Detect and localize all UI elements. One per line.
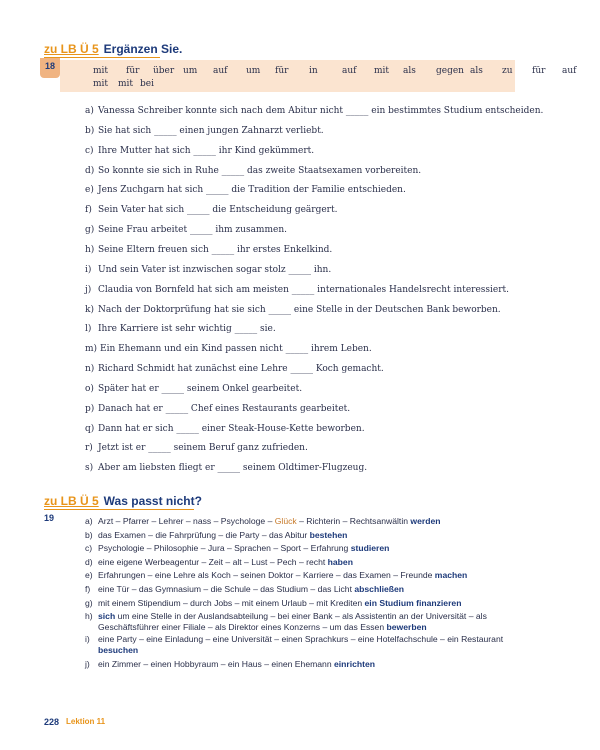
word-box-row-1 [93, 66, 577, 76]
exercise-19-item [85, 530, 347, 540]
word-box-word: zu [502, 66, 513, 76]
exercise-18-item [85, 225, 287, 235]
exercise-19-item-i-cont [98, 645, 138, 655]
word-box-word: für [126, 66, 140, 76]
word-box-word: als [470, 66, 483, 76]
item-label: d) [85, 556, 93, 567]
item-words: Psychologie – Philosophie – Jura – Sprachen – Sport – Erfahrung [98, 543, 351, 554]
verb-einrichten: einrichten [333, 659, 376, 669]
exercise-18-number: 18 [40, 58, 60, 78]
exercise-18-item [85, 305, 501, 315]
item-verb: abschließen [354, 584, 405, 594]
item-label: c) [85, 543, 93, 554]
item-label: f) [85, 205, 92, 216]
item-text: Dann hat er sich _____ einer Steak-House-Kette beworben. [98, 423, 365, 434]
exercise-19-heading [44, 494, 202, 508]
item-label: n) [85, 364, 95, 375]
exercise-19-item-i: i) eine Party – eine Einladung – eine Universität – einen Sprachkurs – eine Hotelfachschule – ein Restaurant [85, 634, 504, 644]
item-verb: studieren [350, 543, 390, 554]
exercise-19-number: 19 [44, 513, 55, 523]
exercise-18-item [85, 126, 324, 136]
exercise-19-item-h-cont: Geschäftsführer einer Filiale – als Direktor eines Konzerns – um das Essen bewerben [98, 622, 427, 632]
exercise-19-title: Was passt nicht? [103, 494, 202, 508]
item-verb: machen [434, 570, 468, 581]
item-label: g) [85, 597, 93, 608]
exercise-19-item [85, 543, 389, 553]
item-label: o) [85, 383, 94, 394]
item-label: q) [85, 423, 95, 434]
item-label: a) [85, 106, 94, 116]
item-text: Ihre Mutter hat sich _____ ihr Kind gekümmert. [98, 145, 315, 156]
exercise-18-item [85, 265, 331, 275]
word-box-word: in [309, 66, 318, 76]
word-box-word: für [532, 66, 546, 76]
item-label: i) [85, 264, 92, 275]
item-words: mit einem Stipendium – durch Jobs – mit einem Urlaub – mit Krediten [98, 597, 365, 608]
item-label: s) [85, 463, 94, 474]
exercise-18-item [85, 106, 543, 116]
item-words: – Richterin – Rechtsanwältin [296, 516, 411, 526]
exercise-19-item [85, 557, 353, 567]
exercise-19-item [85, 584, 404, 594]
item-label: h) [85, 244, 95, 255]
item-words: eine Tür – das Gymnasium – die Schule – das Studium – das Licht [98, 584, 355, 594]
item-words: Arzt – Pfarrer – Lehrer – nass – Psychologe – [98, 516, 275, 526]
page-number: 228 [44, 717, 60, 727]
item-text: Ihre Karriere ist sehr wichtig _____ sie. [98, 324, 276, 335]
item-text: Seine Eltern freuen sich _____ ihr erstes Enkelkind. [98, 244, 333, 255]
item-words: das Examen – die Fahrprüfung – die Party – das Abitur [98, 529, 310, 540]
exercise-18-item [85, 185, 406, 195]
item-text: Aber am liebsten fliegt er _____ seinem Oldtimer-Flugzeug. [98, 463, 368, 474]
verb-sich: sich [98, 611, 116, 621]
exercise-19-ref: zu LB Ü 5 [44, 494, 99, 508]
exercise-18-title: Ergänzen Sie. [103, 42, 183, 56]
exercise-18-item [85, 146, 314, 156]
lesson-label: Lektion 11 [66, 717, 106, 726]
item-text: Jens Zuchgarn hat sich _____ die Tradition der Familie entschieden. [98, 185, 406, 196]
item-verb: haben [327, 556, 353, 567]
word-box-word: für [275, 66, 289, 76]
exercise-19-item [85, 570, 467, 580]
item-label: p) [85, 403, 95, 414]
item-label: l) [85, 324, 92, 335]
word-box-word: mit [118, 79, 134, 89]
word-box-word: gegen [436, 66, 464, 76]
item-label: r) [85, 443, 93, 454]
exercise-18-item [85, 166, 421, 176]
item-text: Und sein Vater ist inzwischen sogar stolz _____ ihn. [98, 264, 332, 275]
exercise-19-item [85, 598, 461, 608]
exercise-19-item-h: h) sich um eine Stelle in der Auslandsabteilung – bei einer Bank – als Assistentin an der Universität – als [85, 611, 487, 621]
item-verb: werden [410, 516, 441, 526]
item-text: Sie hat sich _____ einen jungen Zahnarzt verliebt. [98, 125, 324, 136]
exercise-18-item [85, 364, 384, 374]
item-label: f) [85, 584, 91, 594]
verb-bewerben: bewerben [386, 622, 427, 632]
item-text: Richard Schmidt hat zunächst eine Lehre _____ Koch gemacht. [98, 364, 384, 375]
item-label: k) [85, 304, 94, 315]
exercise-18-item [85, 463, 367, 473]
item-verb: bestehen [309, 529, 348, 540]
exercise-18-item [85, 424, 365, 434]
item-text: Danach hat er _____ Chef eines Restaurants gearbeitet. [98, 403, 351, 414]
item-text: Claudia von Bornfeld hat sich am meisten _____ internationales Handelsrecht interessiert. [98, 284, 510, 295]
word-box-word: um [246, 66, 261, 76]
word-box [60, 60, 577, 92]
item-text: Nach der Doktorprüfung hat sie sich _____ eine Stelle in der Deutschen Bank beworben. [98, 304, 501, 315]
item-label: a) [85, 516, 93, 526]
item-verb: ein Studium finanzieren [364, 597, 462, 608]
crossed-word: Glück [274, 516, 297, 526]
exercise-18-item [85, 324, 276, 334]
exercise-19-item [85, 516, 441, 526]
exercise-18-item [85, 285, 509, 295]
word-box-word: um [183, 66, 198, 76]
item-words: Erfahrungen – eine Lehre als Koch – seinen Doktor – Karriere – das Examen – Freunde [98, 570, 435, 581]
item-text: Jetzt ist er _____ seinem Beruf ganz zufrieden. [98, 443, 308, 454]
exercise-18-item [85, 205, 337, 215]
exercise-19-item-j: j) ein Zimmer – einen Hobbyraum – ein Haus – einen Ehemann einrichten [85, 659, 376, 669]
exercise-18-item [85, 404, 350, 414]
item-label: b) [85, 125, 95, 136]
exercise-18-ref: zu LB Ü 5 [44, 42, 99, 56]
word-box-word: auf [562, 66, 577, 76]
exercise-18-item [85, 344, 372, 354]
word-box-word: mit [93, 79, 109, 89]
exercise-18-item [85, 384, 302, 394]
word-box-row-2 [93, 79, 154, 89]
item-label: m) [85, 344, 98, 355]
word-box-word: als [403, 66, 416, 76]
item-words: eine eigene Werbeagentur – Zeit – alt – Lust – Pech – recht [98, 556, 328, 567]
word-box-word: mit [93, 66, 109, 76]
item-text: So konnte sie sich in Ruhe _____ das zweite Staatsexamen vorbereiten. [98, 165, 422, 176]
verb-besuchen: besuchen [98, 645, 139, 655]
item-text: Seine Frau arbeitet _____ ihm zusammen. [98, 225, 287, 236]
exercise-18-item [85, 443, 308, 453]
item-text: Vanessa Schreiber konnte sich nach dem Abitur nicht _____ ein bestimmtes Studium entscheiden. [98, 106, 544, 116]
word-box-word: über [153, 66, 175, 76]
item-label: d) [85, 165, 95, 176]
item-label: e) [85, 570, 93, 581]
word-box-word: auf [213, 66, 228, 76]
item-label: g) [85, 225, 95, 236]
item-text: Später hat er _____ seinem Onkel gearbeitet. [98, 383, 303, 394]
exercise-18-rule [44, 57, 160, 58]
word-box-word: mit [374, 66, 390, 76]
exercise-18-heading [44, 42, 182, 56]
item-label: e) [85, 185, 94, 196]
exercise-19-rule [44, 509, 194, 510]
item-label: b) [85, 529, 93, 540]
item-text: Ein Ehemann und ein Kind passen nicht _____ ihrem Leben. [100, 344, 372, 355]
exercise-18-item [85, 245, 332, 255]
word-box-word: bei [140, 79, 154, 89]
word-box-word: auf [342, 66, 357, 76]
item-label: j) [85, 284, 92, 295]
item-text: Sein Vater hat sich _____ die Entscheidung geärgert. [98, 205, 338, 216]
item-label: c) [85, 145, 94, 156]
